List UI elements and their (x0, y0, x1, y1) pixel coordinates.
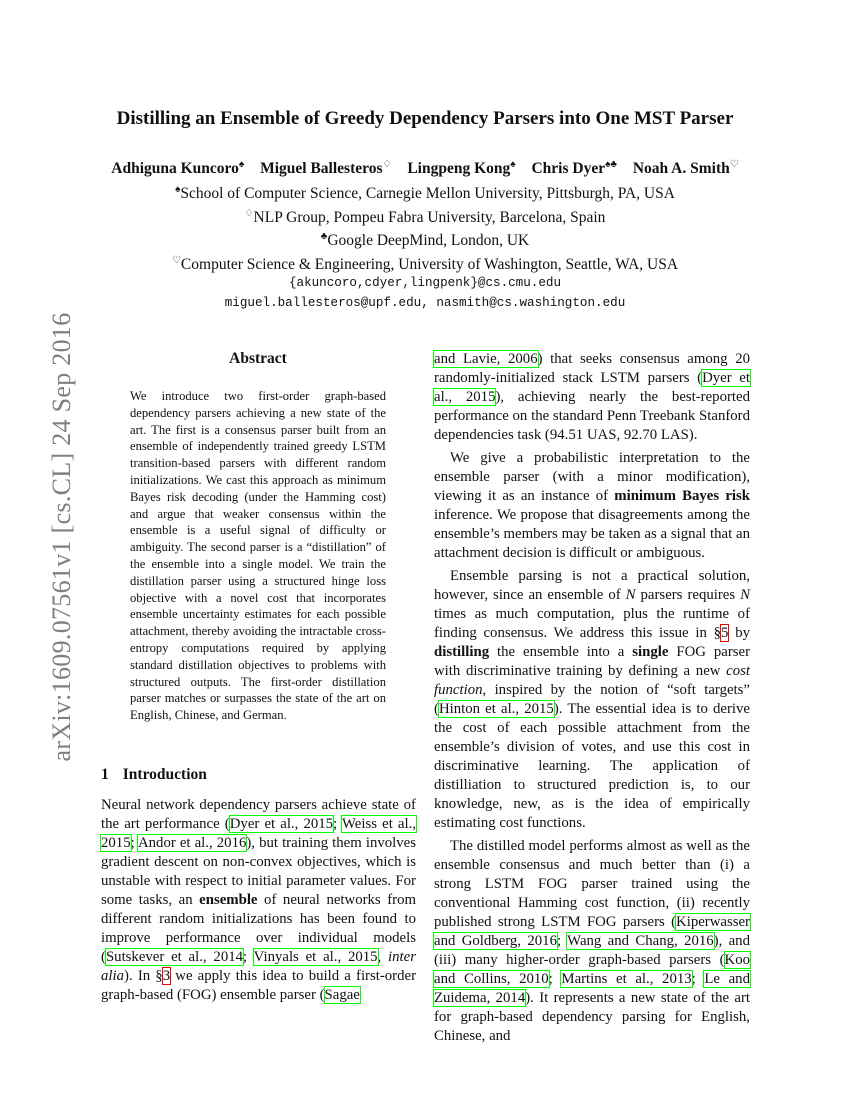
affiliation: ♣Google DeepMind, London, UK (320, 231, 530, 250)
section-ref-link[interactable]: 3 (162, 968, 171, 984)
right-column (434, 350, 750, 1046)
citation-link[interactable]: and Lavie, 2006 (434, 351, 538, 367)
affiliation: ♡Computer Science & Engineering, University of Washington, Seattle, WA, USA (171, 254, 679, 273)
citation-link[interactable]: Koo and Collins, 2010 (434, 952, 750, 987)
abstract-text: We introduce two first-order graph-based dependency parsers achieving a new state of the art. The first is a consensus parser built from an ensemble of independently trained greedy LSTM transition-based parsers with different random initializations. We cast this approach as minimum Bayes risk decoding (under the Hamming cost) and argue that weaker consensus within the ensemble is a useful signal of difficulty or ambiguity. The second parser is a “distillation” of the ensemble into a single model. We train the distillation parser using a structured hinge loss objective with a novel cost that incorporates ensemble uncertainty estimates for each possible attachment, thereby avoiding the intractable cross-entropy computations required by applying standard distillation objectives to problems with structured outputs. The first-order distillation parser matches or surpasses the state of the art on English, Chinese, and German. (130, 389, 386, 723)
body-paragraph: The distilled model performs almost as well as the ensemble consensus and much better than (i) a strong LSTM FOG parser trained using the conventional Hamming cost function, (ii) recently published strong LSTM FOG parsers (Kiperwasser and Goldberg, 2016; Wang and Chang, 2016), and (iii) many higher-order graph-based parsers (Koo and Collins, 2010; Martins et al., 2013; Le and Zuidema, 2014). It represents a new state of the art for graph-based dependency parsing for English, Chinese, and (434, 838, 750, 1044)
citation-link[interactable]: Wang and Chang, 2016 (567, 933, 714, 949)
citation-link[interactable]: Weiss et al., 2015 (101, 816, 417, 851)
citation-link[interactable]: Andor et al., 2016 (137, 835, 247, 851)
arxiv-side-stamp: arXiv:1609.07561v1 [cs.CL] 24 Sep 2016 (47, 312, 76, 762)
citation-link[interactable]: Hinton et al., 2015 (438, 701, 554, 717)
author-name: Noah A. Smith♡ (632, 159, 739, 177)
author-name: Adhiguna Kuncoro♠ (111, 159, 245, 177)
citation-link[interactable]: Le and Zuidema, 2014 (434, 971, 750, 1006)
author-list (0, 159, 850, 178)
citation-link[interactable]: Dyer et al., 2015 (434, 370, 750, 405)
body-paragraph: and Lavie, 2006) that seeks consensus among 20 randomly-initialized stack LSTM parsers (Dyer et al., 2015), achieving nearly the best-reported performance on the standard Penn Treebank Stanford dependencies task (94.51 UAS, 92.70 LAS). (434, 351, 750, 443)
affiliation-block (0, 180, 850, 314)
intro-paragraph: Neural network dependency parsers achieve state of the art performance (Dyer et al., 2015; Weiss et al., 2015; Andor et al., 2016), but training them involves gradient descent on non-convex objectives, which is unstable with respect to initial parameter values. For some tasks, an ensemble of neural networks from different random initializations has been found to improve performance over individual models (Sutskever et al., 2014; Vinyals et al., 2015, inter alia). In §3 we apply this idea to build a first-order graph-based (FOG) ensemble parser (Sagae (101, 797, 417, 1003)
affiliation: ♠School of Computer Science, Carnegie Mellon University, Pittsburgh, PA, USA (175, 184, 675, 202)
citation-link[interactable]: Vinyals et al., 2015 (253, 949, 378, 965)
section-heading: 1 Introduction (101, 766, 207, 783)
author-name: Chris Dyer♠♣ (531, 159, 617, 177)
email-line: {akuncoro,cdyer,lingpenk}@cs.cmu.edu (288, 276, 562, 291)
citation-link[interactable]: Sutskever et al., 2014 (105, 949, 244, 965)
abstract-heading: Abstract (229, 350, 287, 367)
citation-link[interactable]: Martins et al., 2013 (561, 971, 692, 987)
body-paragraph: We give a probabilistic interpretation to the ensemble parser (with a minor modification), viewing it as an instance of minimum Bayes risk inference. We propose that disagreements among the ensemble’s members may be taken as a signal that an attachment decision is difficult or ambiguous. (434, 450, 751, 561)
email-line: miguel.ballesteros@upf.edu, nasmith@cs.washington.edu (224, 295, 626, 310)
affiliation: ♢NLP Group, Pompeu Fabra University, Barcelona, Spain (244, 207, 606, 226)
section-ref-link[interactable]: 5 (721, 625, 729, 641)
body-paragraph: Ensemble parsing is not a practical solution, however, since an ensemble of N parsers requires N times as much computation, plus the runtime of finding consensus. We address this issue in §5 by distilling the ensemble into a single FOG parser with discriminative training by defining a new cost function, inspired by the notion of “soft targets” (Hinton et al., 2015). The essential idea is to derive the cost of each possible attachment from the ensemble’s division of votes, and use this cost in discriminative learning. The application of distilliation to structured prediction is, to our knowledge, new, as is the idea of empirically estimating cost functions. (434, 568, 750, 831)
author-name: Lingpeng Kong♠ (407, 159, 516, 177)
citation-link[interactable]: Dyer et al., 2015 (229, 816, 334, 832)
author-name: Miguel Ballesteros♢ (260, 159, 392, 177)
citation-link[interactable]: Sagae (324, 987, 360, 1003)
paper-title: Distilling an Ensemble of Greedy Dependency Parsers into One MST Parser (116, 108, 734, 129)
citation-link[interactable]: Kiperwasser and Goldberg, 2016 (434, 914, 750, 949)
